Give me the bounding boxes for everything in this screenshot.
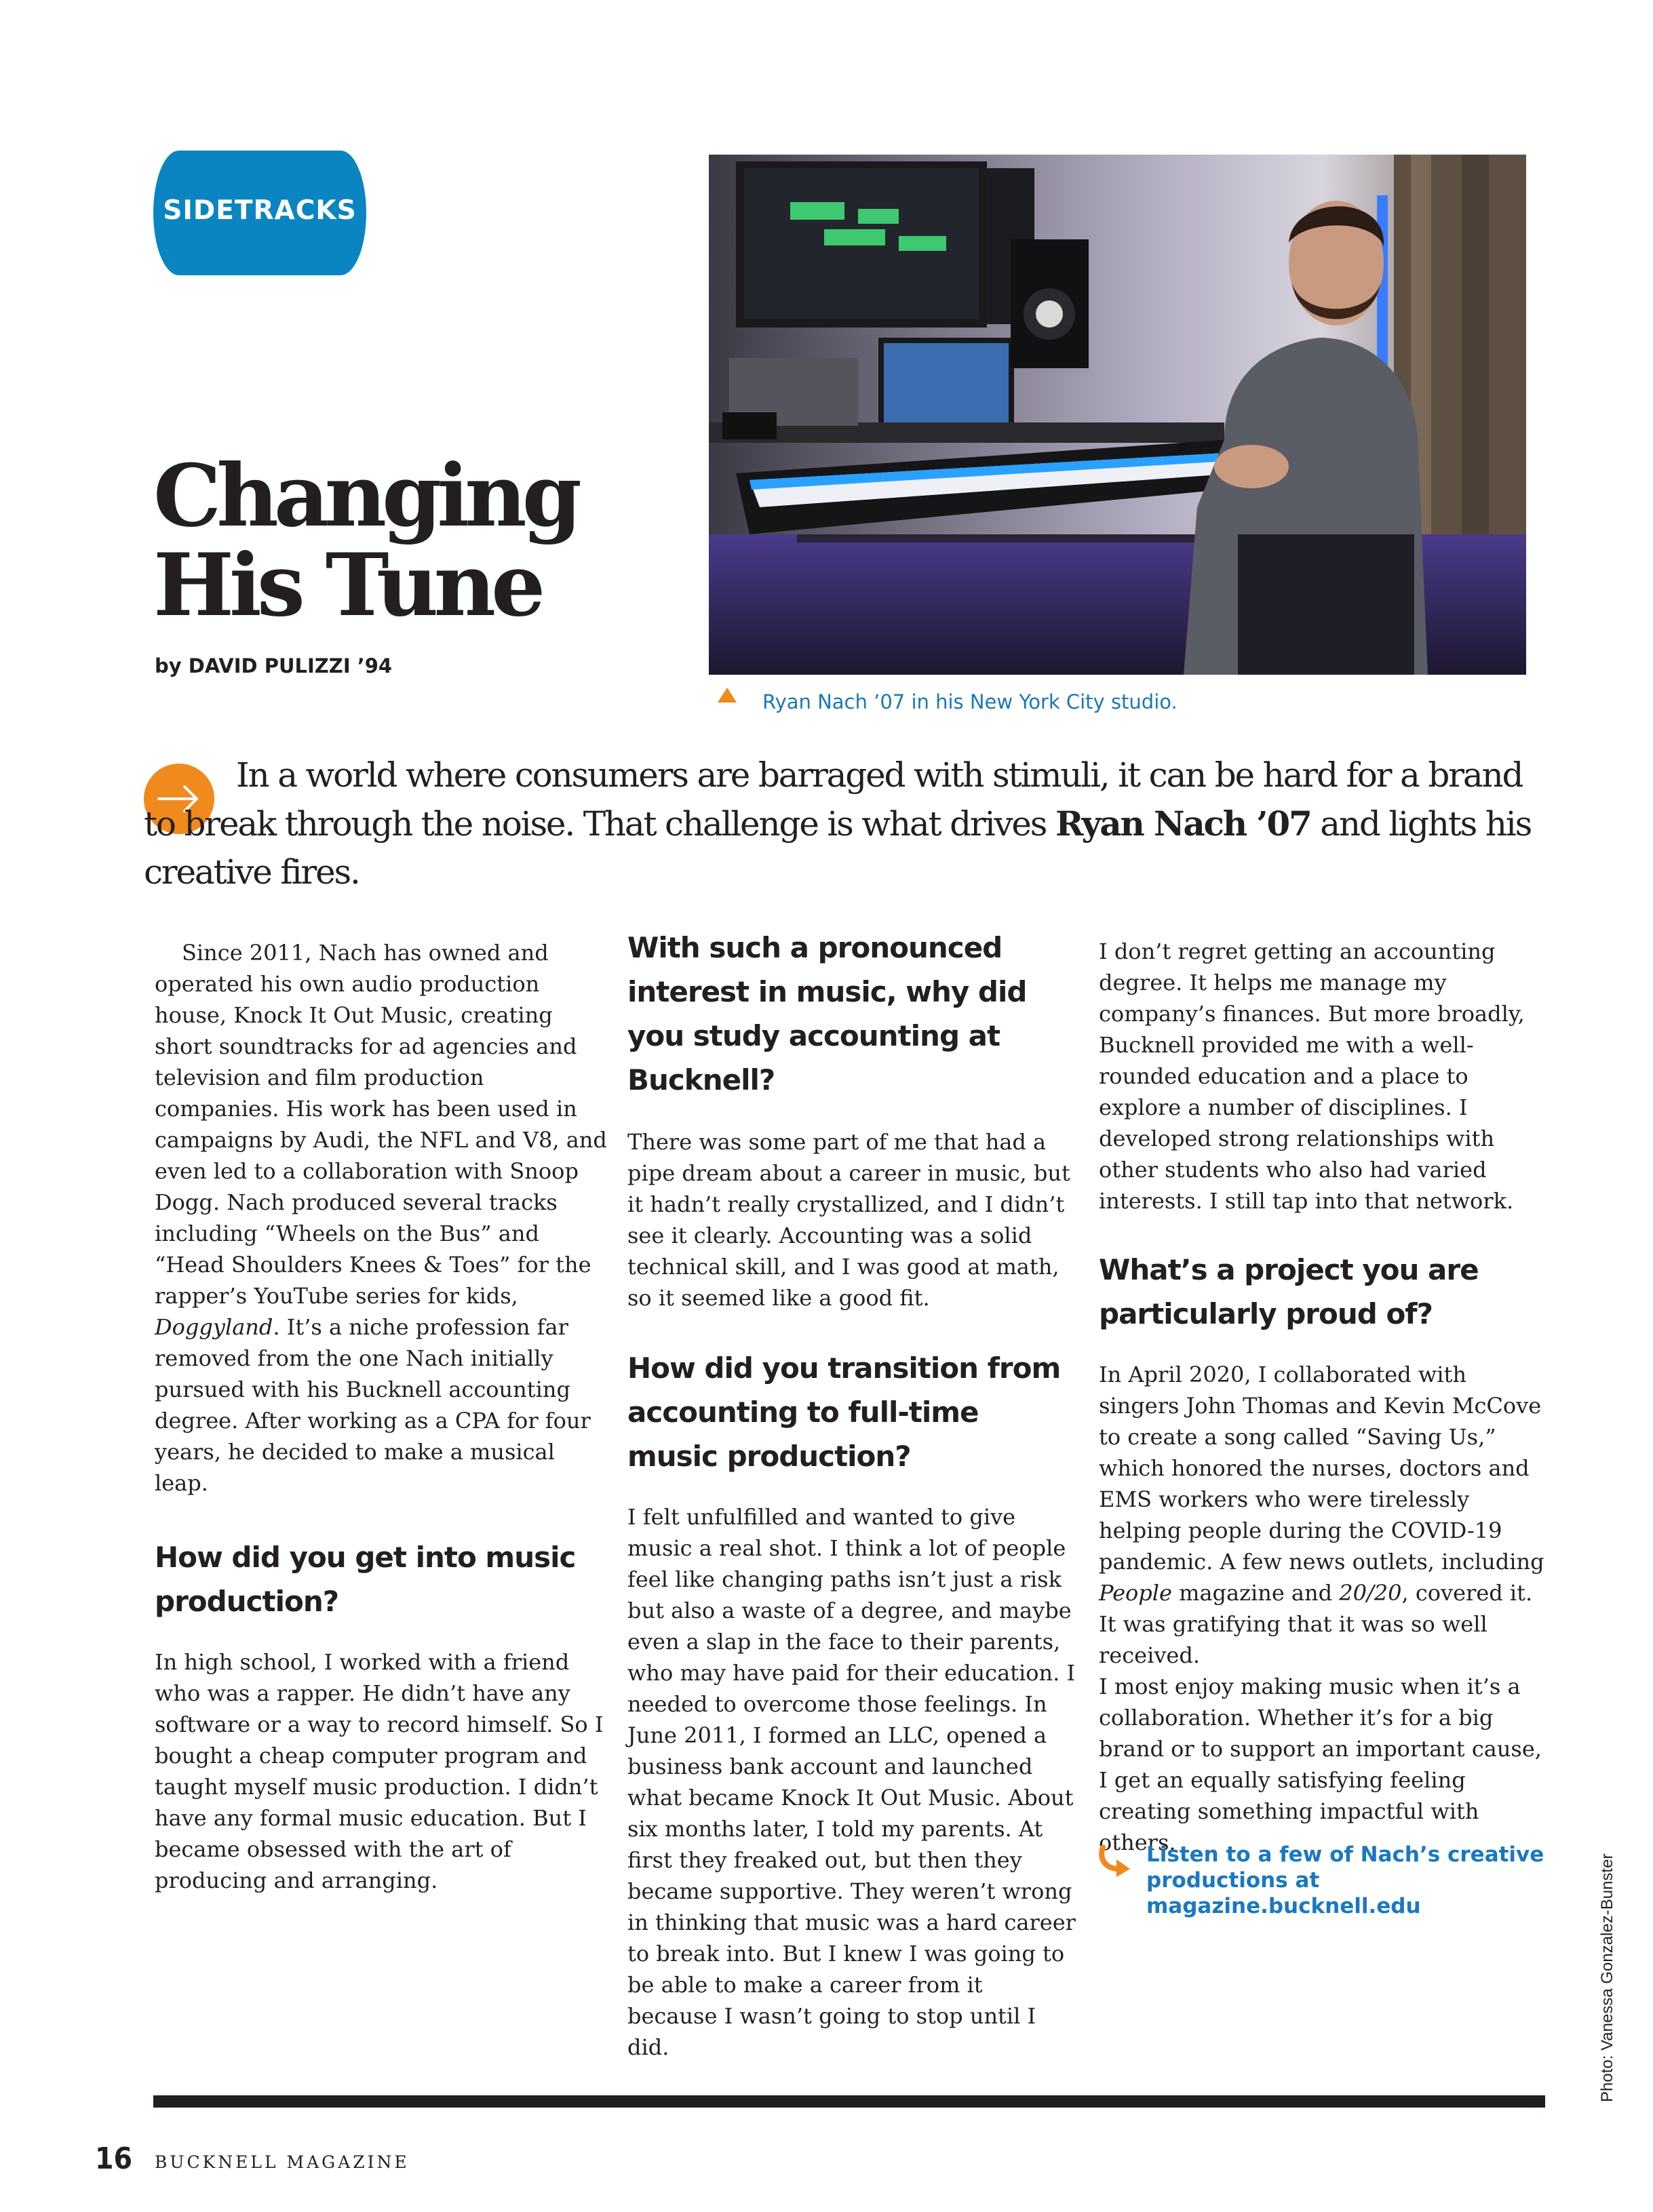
feature-photo [709,155,1526,675]
headline-line-1: Changing [153,446,577,546]
column-3 [1099,936,1553,1858]
headline [153,446,669,635]
curved-arrow-icon [1096,1842,1134,1880]
caption-triangle-icon [718,688,737,703]
question-1: How did you get into music production? [155,1541,576,1618]
page-number: 16 [95,2141,133,2176]
headline-line-2: His Tune [153,535,541,635]
photo-credit-text: Photo: Vanessa Gonzalez-Bunster [1598,1853,1616,2102]
question-4: What’s a project you are particularly proud of? [1099,1253,1479,1330]
answer-4-text-3: , covered it. It was gratifying that it was so well received. [1099,1580,1533,1668]
question-2: With such a pronounced interest in music, why did you study accounting at Bucknell? [627,931,1027,1097]
answer-4-italic-people: People [1099,1580,1172,1606]
footer-rule [153,2095,1545,2108]
column-1 [155,937,610,1896]
answer-3: I felt unfulfilled and wanted to give music a real shot. I think a lot of people feel like changing paths isn’t just a risk but also a waste of a degree, and maybe even a slap in the face to their parents, who may have paid for their education. I needed to overcome those feelings. In June 2011, I formed an LLC, opened a business bank account and launched what became Knock It Out Music. About six months later, I told my parents. At first they freaked out, but then they became supportive. They weren’t wrong in thinking that music was a hard career to break into. But I knew I was going to be able to make a career from it because I wasn’t going to stop until I did. [627,1504,1076,2060]
answer-1: In high school, I worked with a friend who was a rapper. He didn’t have any software or a way to record himself. So I bought a cheap computer program and taught myself music production. I didn’t have any formal music education. But I became obsessed with the art of producing and arranging. [155,1649,604,1893]
photo-caption: Ryan Nach ’07 in his New York City studio. [762,690,1178,713]
intro-deck [144,751,1541,896]
studio-photo-illustration [709,155,1526,675]
column-2 [627,926,1076,2063]
deck-text-end: and lights his creative fires. [144,804,1532,892]
intro-text-end: . It’s a niche profession far removed from the one Nach initially pursued with his Bucknell accounting degree. After working as a CPA for four years, he decided to make a musical leap. [155,1314,591,1496]
deck-text: In a world where consumers are barraged with stimuli, it can be hard for a brand to break through the noise. That challenge is what drives [144,755,1523,844]
answer-4b: I most enjoy making music when it’s a collaboration. Whether it’s for a big brand or to support an important cause, I get an equally satisfying feeling creating something impactful with others. [1099,1674,1542,1855]
listen-link[interactable]: Listen to a few of Nach’s creative productions at magazine.bucknell.edu [1146,1842,1544,1918]
section-tag-label: SIDETRACKS [163,195,357,226]
publication-name: BUCKNELL MAGAZINE [155,2152,410,2172]
answer-4 [1099,1359,1553,1671]
intro-italic: Doggyland [155,1314,273,1340]
answer-3-continued: I don’t regret getting an accounting degree. It helps me manage my company’s finances. But more broadly, Bucknell provided me with a well-rounded education and a place to explore a number of disciplines. I developed strong relationships with other students who also had varied interests. I still tap into that network. [1099,939,1525,1214]
question-3: How did you transition from accounting to full-time music production? [627,1351,1061,1473]
answer-4-text: In April 2020, I collaborated with singers John Thomas and Kevin McCove to create a song called “Saving Us,” which honored the nurses, doctors and EMS workers who were tirelessly helping people during the COVID-19 pandemic. A few news outlets, including [1099,1362,1544,1575]
deck-name: Ryan Nach ’07 [1055,804,1311,844]
answer-4-text-2: magazine and [1171,1580,1340,1606]
answer-2: There was some part of me that had a pipe dream about a career in music, but it hadn’t really crystallized, and I didn’t see it clearly. Accounting was a solid technical skill, and I was good at math, so it seemed like a good fit. [627,1129,1070,1311]
byline: by DAVID PULIZZI ’94 [155,654,393,677]
intro-text: Since 2011, Nach has owned and operated his own audio production house, Knock It Out Music, creating short soundtracks for ad agencies and television and film production companies. His work has been used in campaigns by Audi, the NFL and V8, and even led to a collaboration with Snoop Dogg. Nach produced several tracks including “Wheels on the Bus” and “Head Shoulders Knees & Toes” for the rapper’s YouTube series for kids, [155,940,607,1309]
intro-paragraph [155,937,610,1499]
answer-4-italic-2020: 20/20 [1339,1580,1402,1606]
section-tag [153,151,366,275]
photo-credit [1591,1804,1618,2102]
